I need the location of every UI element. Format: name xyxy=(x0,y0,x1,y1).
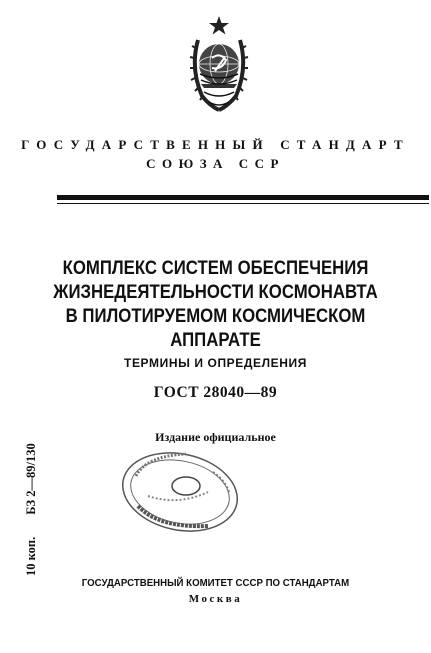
standard-line-2: СОЮЗА ССР xyxy=(146,156,285,171)
publisher-city: Москва xyxy=(188,593,243,605)
thick-divider xyxy=(57,195,429,200)
standard-line-1: ГОСУДАРСТВЕННЫЙ СТАНДАРТ xyxy=(21,137,410,152)
gost-number: ГОСТ 28040—89 xyxy=(153,384,278,401)
title-line: АППАРАТЕ xyxy=(170,329,261,351)
title-line: КОМПЛЕКС СИСТЕМ ОБЕСПЕЧЕНИЯ xyxy=(62,257,369,279)
edition-label: Издание официальное xyxy=(155,430,276,444)
document-title xyxy=(30,256,401,352)
side-imprint xyxy=(24,443,39,576)
thin-divider xyxy=(57,203,429,204)
plan-code-label: БЗ 2—89/130 xyxy=(24,443,38,515)
publisher-committee: ГОСУДАРСТВЕННЫЙ КОМИТЕТ СССР ПО СТАНДАРТАМ xyxy=(81,577,350,589)
title-line: В ПИЛОТИРУЕМОМ КОСМИЧЕСКОМ xyxy=(65,305,366,327)
price-label: 10 коп. xyxy=(24,536,38,576)
library-stamp-icon xyxy=(118,446,248,536)
ussr-coat-of-arms-icon xyxy=(188,14,250,116)
title-line: ЖИЗНЕДЕЯТЕЛЬНОСТИ КОСМОНАВТА xyxy=(53,281,378,303)
document-subtitle: ТЕРМИНЫ И ОПРЕДЕЛЕНИЯ xyxy=(124,356,307,370)
